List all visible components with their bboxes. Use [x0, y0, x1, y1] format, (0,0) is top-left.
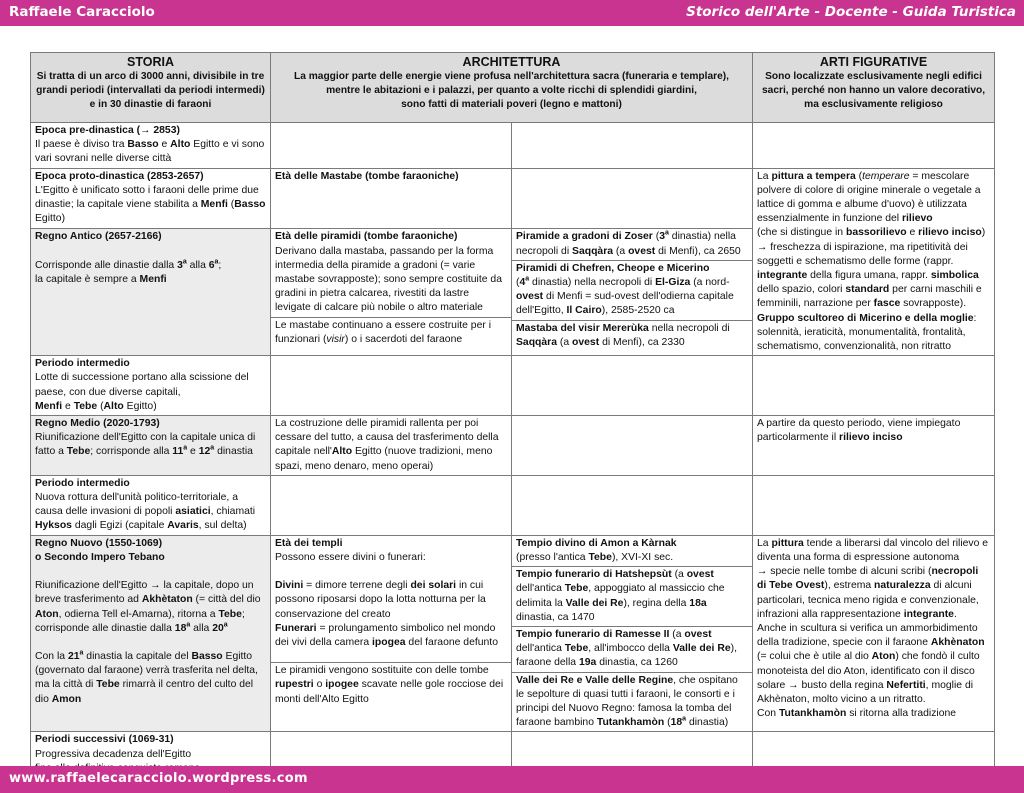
monumenti-antico: Piramide a gradoni di Zoser (3$^a$ dinastia) nella necropoli di Saqqàra (a ovest di Menfi), ca 2650 Piramidi di Chefren, Cheope e Micerino (4$^a$ dinastia) nella necropoli di El-Giza (a nord-ovest di Menfi = sud-ovest dell'odierna capitale dell'Egitto, Il Cairo), 2585-2520 ca Mastaba del visir Mererùka nella necropoli di Saqqàra (a ovest di Menfi), ca 2330: [512, 229, 753, 356]
row-nuovo: [31, 535, 995, 732]
arti-medio: A partire da questo periodo, viene impiegato particolarmente il rilievo inciso: [753, 416, 995, 476]
footer-url[interactable]: www.raffaelecaracciolo.wordpress.com: [9, 771, 308, 786]
storia-predinastica: Epoca pre-dinastica (→ 2853) Il paese è diviso tra Basso e Alto Egitto e vi sono vari sovrani nelle diverse città: [31, 123, 271, 169]
arti-antico: La pittura a tempera (temperare = mescolare polvere di colore di origine minerale o vegetale a lattice di gomma e albume d'uovo) è utilizzata essenzialmente in funzione del rilievo (che si distingue in bassorilievo e rilievo inciso) → freschezza di ispirazione, ma ripetitività dei soggetti e schematismo delle forme (rappr. integrante della figura umana, rappr. simbolica dello spazio, colori standard per carni maschili e femminili, narrazione per fasce sovrapposte). Gruppo scultoreo di Micerino e della moglie: solennità, ieraticità, monumentalità, frontalità, schematismo, convenzionalità, non ritratto: [753, 168, 995, 356]
arch-piramidi: Età delle piramidi (tombe faraoniche) Derivano dalla mastaba, passando per la forma intermedia della piramide a gradoni (= varie mastabe sovrapposte); sono sempre costituite da gradini in pietra calcarea, rivestiti da lastre levigate di calcare più nobile o altro materiale Le mastabe continuano a essere costruite per i funzionari (visir) o i sacerdoti del faraone: [271, 229, 512, 356]
arti-nuovo: La pittura tende a liberarsi dal vincolo del rilievo e diventa una forma di espressione autonoma → specie nelle tombe di alcuni scribi (necropoli di Tebe Ovest), estrema naturalezza di alcuni particolari, tecnica meno rigida e convenzionale, infrazioni alla rappresentazione integrante. Anche in scultura si verifica un ammorbidimento della tradizione, specie con il faraone Akhènaton (= colui che è utile al dio Aton) che fondò il culto monoteista del dio Aton, identificato con il disco solare → busto della regina Nefertiti, moglie di Akhènaton, molto vicino a un ritratto. Con Tutankhamòn si ritorna alla tradizione: [753, 535, 995, 732]
author-role: Storico dell'Arte - Docente - Guida Turistica: [686, 4, 1016, 20]
column-header-arti-figurative: ARTI FIGURATIVE Sono localizzate esclusivamente negli edifici sacri, perché non hanno un valore decorativo, ma esclusivamente religioso: [753, 53, 995, 123]
row-intermedio-2: [31, 475, 995, 535]
storia-antico: Regno Antico (2657-2166) Corrisponde alle dinastie dalla 3$^a$ alla 6$^a$; la capitale è sempre a Menfi: [31, 229, 271, 356]
egypt-art-history-table: [30, 52, 995, 778]
storia-successivi: Periodi successivi (1069-31) Progressiva decadenza dell'Egitto: [31, 732, 271, 778]
row-medio: [31, 416, 995, 476]
storia-intermedio-2: Periodo intermedio Nuova rottura dell'unità politico-territoriale, a causa delle invasioni di popoli asiatici, chiamati Hyksos dagli Egizi (capitale Avaris, sul delta): [31, 475, 271, 535]
storia-protodinastica: Epoca proto-dinastica (2853-2657) L'Egitto è unificato sotto i faraoni delle prime due dinastie; la capitale viene stabilita a Menfi (Basso Egitto): [31, 168, 271, 229]
column-header-architettura: ARCHITETTURA La maggior parte delle energie viene profusa nell'architettura sacra (funeraria e templare), mentre le abitazioni e i palazzi, per quanto a volte ricchi di splendidi giardini, sono fatti di materiali poveri (legno e mattoni): [271, 53, 753, 123]
storia-intermedio-1: Periodo intermedio Lotte di successione portano alla scissione del paese, con due diverse capitali, Menfi e Tebe (Alto Egitto): [31, 356, 271, 416]
author-name: Raffaele Caracciolo: [9, 4, 155, 20]
footer-bar: [0, 766, 1024, 793]
arch-templi: Età dei templi Possono essere divini o funerari: Divini = dimore terrene degli dei solari in cui possono riposarsi dopo la lotta notturna per la conservazione del creato Funerari = prolungamento simbolico nel mondo dei vivi della camera ipogea del faraone defunto Le piramidi vengono sostituite con delle tombe rupestri o ipogee scavate nelle gole rocciose dei monti dell'Alto Egitto: [271, 535, 512, 732]
top-header-bar: [0, 0, 1024, 26]
header-row: [31, 53, 995, 123]
storia-nuovo: Regno Nuovo (1550-1069) o Secondo Impero Tebano Riunificazione dell'Egitto → la capitale, dopo un breve trasferimento ad Akhètaton (= città del dio Aton, odierna Tell el-Amarna), ritorna a Tebe; corrisponde alle dinastie dalla 18$^a$ alla 20$^a$ Con la 21$^a$ dinastia la capitale del Basso Egitto (governato dal faraone) verrà trasferita nel delta, ma la città di Tebe rimarrà il centro del culto del dio Amon: [31, 535, 271, 732]
row-predinastica: [31, 123, 995, 169]
arch-mastabe: Età delle Mastabe (tombe faraoniche): [271, 168, 512, 229]
row-intermedio-1: [31, 356, 995, 416]
storia-medio: Regno Medio (2020-1793) Riunificazione dell'Egitto con la capitale unica di fatto a Tebe; corrisponde alla 11$^a$ e 12$^a$ dinastia: [31, 416, 271, 476]
row-protodinastica: [31, 168, 995, 229]
column-header-storia: STORIA Si tratta di un arco di 3000 anni, divisibile in tre grandi periodi (intervallati da periodi intermedi) e in 30 dinastie di faraoni: [31, 53, 271, 123]
arch-medio: La costruzione delle piramidi rallenta per poi cessare del tutto, a causa del trasferimento della capitale nell'Alto Egitto (nuove tradizioni, meno spazi, meno denaro, meno operai): [271, 416, 512, 476]
monumenti-nuovo: Tempio divino di Amon a Kàrnak (presso l'antica Tebe), XVI-XI sec. Tempio funerario di Hatshepsùt (a ovest dell'antica Tebe, appoggiato al massiccio che delimita la Valle dei Re), regina della 18a dinastia, ca 1470 Tempio funerario di Ramesse II (a ovest dell'antica Tebe, all'imbocco della Valle dei Re), faraone della 19a dinastia, ca 1260 Valle dei Re e Valle delle Regine, che ospitano le sepolture di quasi tutti i faraoni, le consorti e i principi del Nuovo Regno: famosa la tomba del faraone bambino Tutankhamòn (18$^a$ dinastia): [512, 535, 753, 732]
